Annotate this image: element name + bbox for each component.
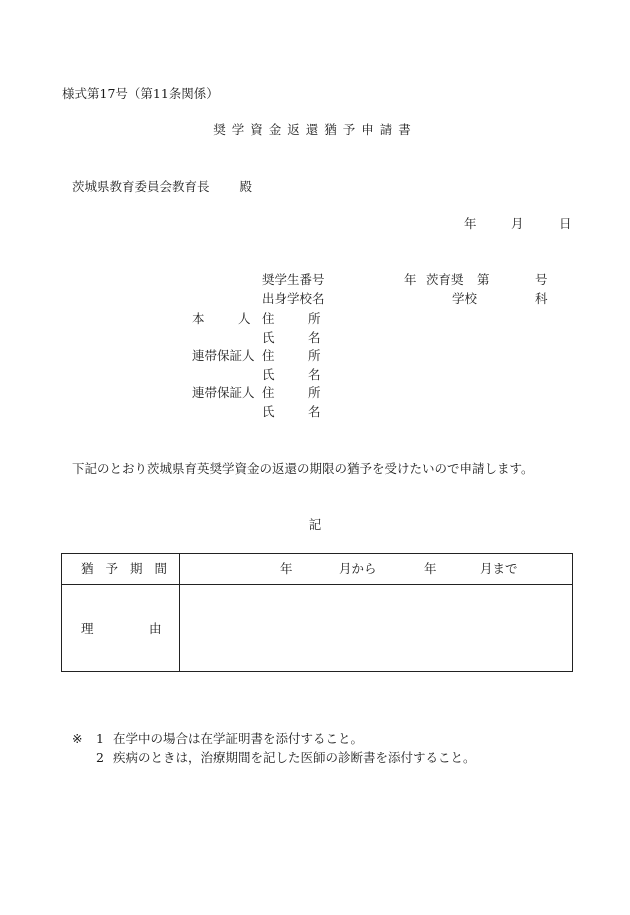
department-suffix: 科 [535,291,548,306]
ki-heading: 記 [308,517,322,532]
self-address-label-2: 所 [308,311,321,326]
addressee-honorific: 殿 [239,179,252,194]
table-row-period [62,554,573,585]
guarantor2-address-label-1: 住 [262,385,275,400]
scholar-number-dai: 第 [477,272,490,287]
note-1-number: 1 [96,731,104,746]
scholar-number-year: 年 [404,272,417,287]
period-until: 月まで [480,561,518,576]
reason-label-2: 由 [149,621,162,636]
guarantor1-name-label-1: 氏 [262,367,275,382]
date-day: 日 [559,216,572,231]
self-name-label-2: 名 [308,330,321,345]
self-label-1: 本 [192,311,205,326]
guarantor2-name-label-1: 氏 [262,404,275,419]
form-number: 様式第17号（第11条関係） [62,86,219,101]
guarantor1-address-label-2: 所 [308,348,321,363]
guarantor2-name-label-2: 名 [308,404,321,419]
period-label-cell [62,554,180,585]
reason-value-cell[interactable] [180,585,573,672]
period-from: 月から [339,561,377,576]
scholar-number-label: 奨学生番号 [262,272,325,287]
date-month: 月 [511,216,524,231]
note-2-number: 2 [96,750,104,765]
guarantor2-address-label-2: 所 [308,385,321,400]
guarantor1-address-label-1: 住 [262,348,275,363]
school-suffix: 学校 [452,291,478,306]
note-2-text: 疾病のときは，治療期間を記した医師の診断書を添付すること。 [113,750,476,765]
date-year: 年 [464,216,477,231]
reason-label-cell [62,585,180,672]
note-mark: ※ [72,731,83,746]
scholar-number-go: 号 [535,272,548,287]
guarantor1-name-label-2: 名 [308,367,321,382]
guarantor2-label: 連帯保証人 [192,385,255,400]
self-label-2: 人 [238,311,251,326]
note-1-text: 在学中の場合は在学証明書を添付すること。 [113,731,364,746]
document-title: 奨学資金返還猶予申請書 [213,122,417,137]
period-value-cell[interactable] [180,554,573,585]
period-year2: 年 [424,561,437,576]
reason-label-1: 理 [81,621,94,636]
addressee-name: 茨城県教育委員会教育長 [72,179,210,194]
period-label: 猶予期間 [81,561,180,576]
self-address-label-1: 住 [262,311,275,326]
period-year1: 年 [280,561,293,576]
table-row-reason [62,585,573,672]
guarantor1-label: 連帯保証人 [192,348,255,363]
application-statement: 下記のとおり茨城県育英奨学資金の返還の期限の猶予を受けたいので申請します。 [72,461,534,476]
addressee [72,181,252,194]
scholar-number-prefix: 茨育奨 [426,272,464,287]
school-label: 出身学校名 [262,291,325,306]
request-table [61,553,573,672]
self-name-label-1: 氏 [262,330,275,345]
